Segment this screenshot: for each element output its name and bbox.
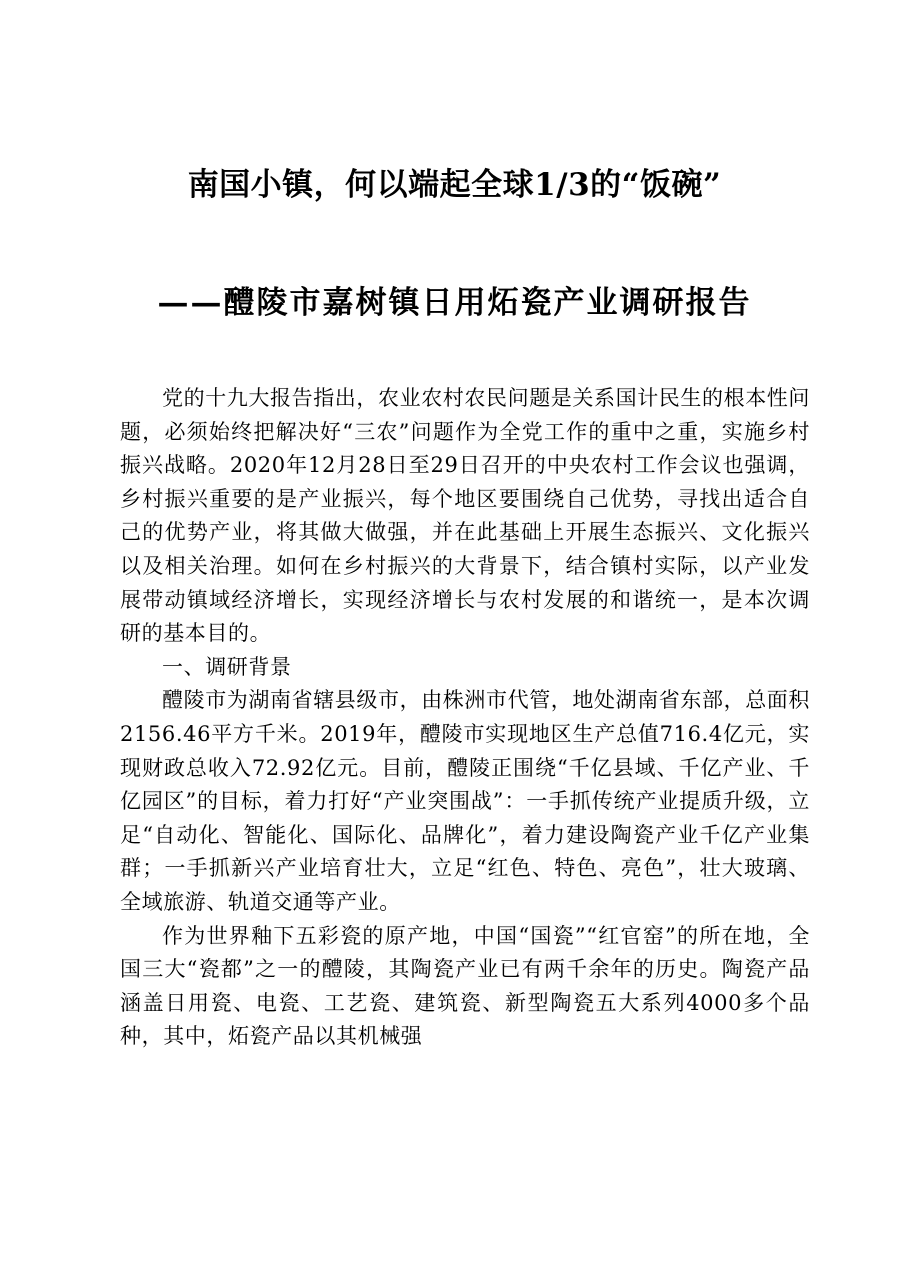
document-title: 南国小镇，何以端起全球1/3的“饭碗”	[187, 167, 722, 203]
document-subtitle: ——醴陵市嘉树镇日用炻瓷产业调研报告	[157, 285, 752, 321]
paragraph-background: 醴陵市为湖南省辖县级市，由株洲市代管，地处湖南省东部，总面积2156.46平方千米。2019年，醴陵市实现地区生产总值716.4亿元，实现财政总收入72.92亿元。目前，醴陵正围绕“千亿县域、千亿产业、千亿园区”的目标，着力打好“产业突围战”：一手抓传统产业提质升级，立足“自动化、智能化、国际化、品牌化”，着力建设陶瓷产业千亿产业集群；一手抓新兴产业培育壮大，立足“红色、特色、亮色”，壮大玻璃、全域旅游、轨道交通等产业。	[120, 688, 810, 914]
document-body	[120, 382, 810, 1054]
paragraph-ceramics: 作为世界釉下五彩瓷的原产地，中国“国瓷”“红官窑”的所在地，全国三大“瓷都”之一的醴陵，其陶瓷产业已有两千余年的历史。陶瓷产品涵盖日用瓷、电瓷、工艺瓷、建筑瓷、新型陶瓷五大系列4000多个品种，其中，炻瓷产品以其机械强	[120, 923, 810, 1049]
section-heading: 一、调研背景	[162, 654, 292, 679]
paragraph-intro: 党的十九大报告指出，农业农村农民问题是关系国计民生的根本性问题，必须始终把解决好“三农”问题作为全党工作的重中之重，实施乡村振兴战略。2020年12月28日至29日召开的中央农村工作会议也强调，乡村振兴重要的是产业振兴，每个地区要围绕自己优势，寻找出适合自己的优势产业，将其做大做强，并在此基础上开展生态振兴、文化振兴以及相关治理。如何在乡村振兴的大背景下，结合镇村实际，以产业发展带动镇域经济增长，实现经济增长与农村发展的和谐统一，是本次调研的基本目的。	[120, 386, 810, 646]
